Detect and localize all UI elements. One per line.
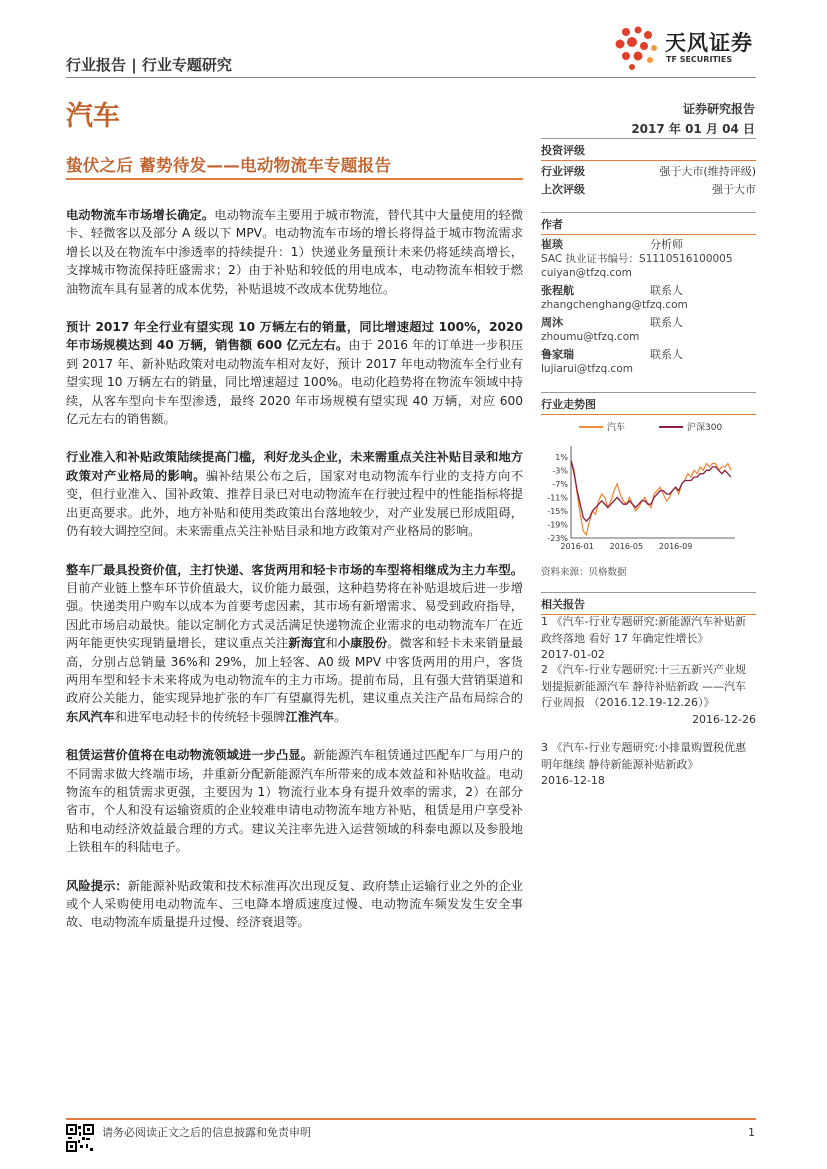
legend-label: 沪深300: [687, 423, 723, 433]
paragraph-market-growth: [66, 206, 523, 298]
paragraph-text: 新能源汽车租赁通过匹配车厂与用户的不同需求做大终端市场，并重新分配新能源汽车所带来的成本效益和补贴收益。电动物流车的租赁需求更强，主要因为 1）物流行业本身有提升效率的需求，2）在部分省市，个人和没有运输资质的企业较难申请电动物流车地方补贴，租赁是用户享受补贴和电动经济效益最合理的方式。建议关注率先进入运营领域的科泰电源以及参股地上铁租车的科陆电子。: [66, 748, 524, 855]
paragraph-text: 。微客和轻卡未来销量最高，分别占总销量 36%和 29%，加上轻客、A0 级 MPV 中客货两用的用户，客货两用车型和轻卡未来将成为电动物流车的主力市场。提前布局，且有强大营销渠道和政府公关能力，能实现异地扩张的车厂有望赢得先机，建议重点关注产品布局综合的: [66, 636, 524, 706]
author-email[interactable]: zhoumu@tfzq.com: [541, 331, 640, 343]
legend-label: 汽车: [607, 423, 626, 433]
y-tick-label: -3%: [552, 466, 568, 476]
x-tick-label: 2016-01: [560, 542, 594, 551]
author-cert: SAC 执业证书编号：S1110516100005: [541, 253, 733, 265]
author-role: 联系人: [650, 284, 683, 297]
series-line-auto: [571, 460, 731, 534]
footer-disclaimer[interactable]: 请务必阅读正文之后的信息披露和免责申明: [102, 1126, 311, 1139]
related-report-title[interactable]: 1 《汽车-行业专题研究:新能源汽车补贴新政终落地 看好 17 年确定性增长》: [541, 615, 747, 645]
rating-value: 强于大市: [712, 183, 756, 196]
author-entry: [541, 282, 756, 312]
related-report[interactable]: [541, 614, 756, 664]
author-name: 张程航: [541, 284, 574, 297]
paragraph-text: 电动物流车主要用于城市物流，替代其中大量使用的轻微卡、轻微客以及部分 A 级以下 MPV。电动物流车市场的增长将得益于城市物流需求增长以及在物流车中渗透率的持续提升：1）快递业务量预计未来仍将延续高增长，支撑城市物流保持旺盛需求；2）由于补贴和较低的用电成本，电动物流车相较于燃油物流车具有显著的成本优势，补贴退坡不改成本优势地位。: [66, 208, 524, 296]
rating-row-previous: [541, 181, 756, 199]
paragraph-lead: 风险提示：: [66, 878, 128, 893]
paragraph-text: 和: [325, 636, 338, 651]
related-report[interactable]: [541, 662, 756, 728]
report-category: 行业报告 | 行业专题研究: [66, 56, 232, 74]
section-heading: 作者: [541, 216, 756, 235]
author-name: 鲁家瑞: [541, 348, 574, 361]
author-email[interactable]: cuiyan@tfzq.com: [541, 267, 632, 279]
paragraph-lead: 租赁运营价值将在电动物流领域进一步凸显。: [66, 748, 314, 763]
rating-label: 上次评级: [541, 183, 585, 196]
author-entry: [541, 236, 756, 280]
author-name: 周沐: [541, 316, 563, 329]
page-title: 蛰伏之后 蓄势待发——电动物流车专题报告: [66, 156, 392, 175]
paragraph-oem-value: [66, 561, 523, 727]
author-email[interactable]: lujiarui@tfzq.com: [541, 363, 633, 375]
related-report-date: 2017-01-02: [541, 648, 605, 661]
related-report-title[interactable]: 2 《汽车-行业专题研究:十三五新兴产业规划提振新能源汽车 静待补贴新政 ——汽车行业周报 （2016.12.19-12.26）》: [541, 663, 747, 709]
company-name: 小康股份: [337, 636, 388, 651]
paragraph-text: 。: [334, 709, 347, 724]
report-body: [66, 206, 523, 952]
industry-trend-chart: [541, 416, 756, 556]
rating-value: 强于大市(维持评级): [659, 165, 756, 178]
author-entry: [541, 346, 756, 376]
related-report[interactable]: [541, 740, 756, 790]
section-heading: 投资评级: [541, 142, 756, 161]
section-heading: 行业走势图: [541, 396, 756, 415]
related-report-date: 2016-12-18: [541, 774, 605, 787]
paragraph-risk: [66, 877, 523, 932]
author-name: 崔琰: [541, 238, 563, 251]
report-type: 证券研究报告: [682, 102, 755, 116]
author-entry: [541, 314, 756, 344]
paragraph-text: 和进军电动轻卡的传统轻卡强牌: [114, 709, 286, 724]
author-role: 联系人: [650, 316, 683, 329]
author-role: 联系人: [650, 348, 683, 361]
related-section: [541, 592, 756, 615]
paragraph-lead: 行业准入和补贴政策陆续提高门槛，利好龙头企业，未来需重点关注补贴目录和地方政策对产业格局的影响。: [66, 450, 523, 483]
paragraph-lead: 预计 2017 年全行业有望实现 10 万辆左右的销量，同比增速超过 100%，2020 年市场规模达到 40 万辆，销售额 600 亿元左右。: [66, 320, 523, 353]
paragraph-text: 目前产业链上整车环节价值最大，议价能力最强，这种趋势将在补贴退坡后进一步增强。快递类用户购车以成本为首要考虑因素，其市场有新增需求、易受到政府指导，因此市场启动最快。能以定制化方式灵活满足快递物流企业需求的电动物流车厂在近两年能更快实现销量增长，建议重点关注: [66, 580, 523, 651]
rating-row-current: [541, 163, 756, 181]
authors-section: [541, 212, 756, 235]
qr-code-icon: [66, 1124, 94, 1152]
y-tick-label: 1%: [555, 452, 568, 462]
rating-section: [541, 138, 756, 199]
paragraph-text: 由于 2016 年的订单进一步积压到 2017 年、新补贴政策对电动物流车相对友好，预计 2017 年电动物流车全行业有望实现 10 万辆左右的销量，同比增速超过 100%。电动化趋势将在物流车领域中持续，从客车型向卡车型渗透，最终 2020 年市场规模有望实现 40 万辆，对应 600 亿元左右的销售额。: [66, 338, 524, 427]
y-tick-label: -11%: [547, 493, 568, 503]
page-number: 1: [748, 1126, 755, 1139]
y-tick-label: -7%: [552, 479, 568, 489]
company-name: 东风汽车: [66, 709, 115, 724]
paragraph-text: 骗补结果公布之后，国家对电动物流车行业的支持方向不变，但行业准入、国补政策、推荐目录已对电动物流车在行驶过程中的性能指标将提出更高要求。此外，地方补贴和使用类政策出台落地较少，对产业发展已形成阻碍，仍有较大调控空间。未来需重点关注补贴目录和地方政策对产业格局的影响。: [66, 468, 524, 539]
paragraph-forecast: [66, 318, 523, 428]
y-tick-label: -19%: [547, 520, 568, 530]
company-name: 新海宜: [288, 636, 326, 651]
report-date: 2017 年 01 月 04 日: [631, 122, 755, 136]
chart-source: 资料来源：贝格数据: [541, 567, 627, 578]
author-email[interactable]: zhangchenghang@tfzq.com: [541, 299, 688, 311]
series-line-hs300: [571, 460, 731, 521]
related-report-title[interactable]: 3 《汽车-行业专题研究:小排量购置税优惠明年继续 静待新能源补贴新政》: [541, 741, 747, 771]
paragraph-text: 新能源补贴政策和技术标准再次出现反复、政府禁止运输行业之外的企业或个人采购使用电动物流车、三电降本增质速度过慢、电动物流车频发发生安全事故、电动物流车质量提升过慢、经济衰退等。: [66, 878, 524, 930]
title-divider: [66, 178, 523, 180]
y-tick-label: -23%: [547, 534, 568, 543]
section-heading: 相关报告: [541, 596, 756, 615]
author-role: 分析师: [650, 238, 683, 251]
rating-label: 行业评级: [541, 165, 585, 178]
x-tick-label: 2016-05: [609, 542, 644, 551]
trend-section: [541, 392, 756, 415]
related-report-date: 2016-12-26: [692, 712, 756, 726]
industry-name: 汽车: [66, 101, 120, 132]
y-tick-label: -15%: [547, 506, 568, 516]
paragraph-leasing: [66, 746, 523, 856]
footer-divider: [66, 1118, 756, 1120]
company-name: 江淮汽车: [285, 709, 335, 724]
paragraph-policy: [66, 448, 523, 540]
paragraph-lead: 电动物流车市场增长确定。: [66, 208, 215, 222]
paragraph-lead: 整车厂最具投资价值，主打快递、客货两用和轻卡市场的车型将相继成为主力车型。: [66, 562, 523, 577]
x-tick-label: 2016-09: [658, 542, 693, 551]
brand-name: 天风证券: [665, 31, 753, 55]
brand-logo-icon: [612, 24, 662, 72]
header-divider: [66, 77, 756, 78]
brand-name-en: TF SECURITIES: [666, 55, 733, 64]
